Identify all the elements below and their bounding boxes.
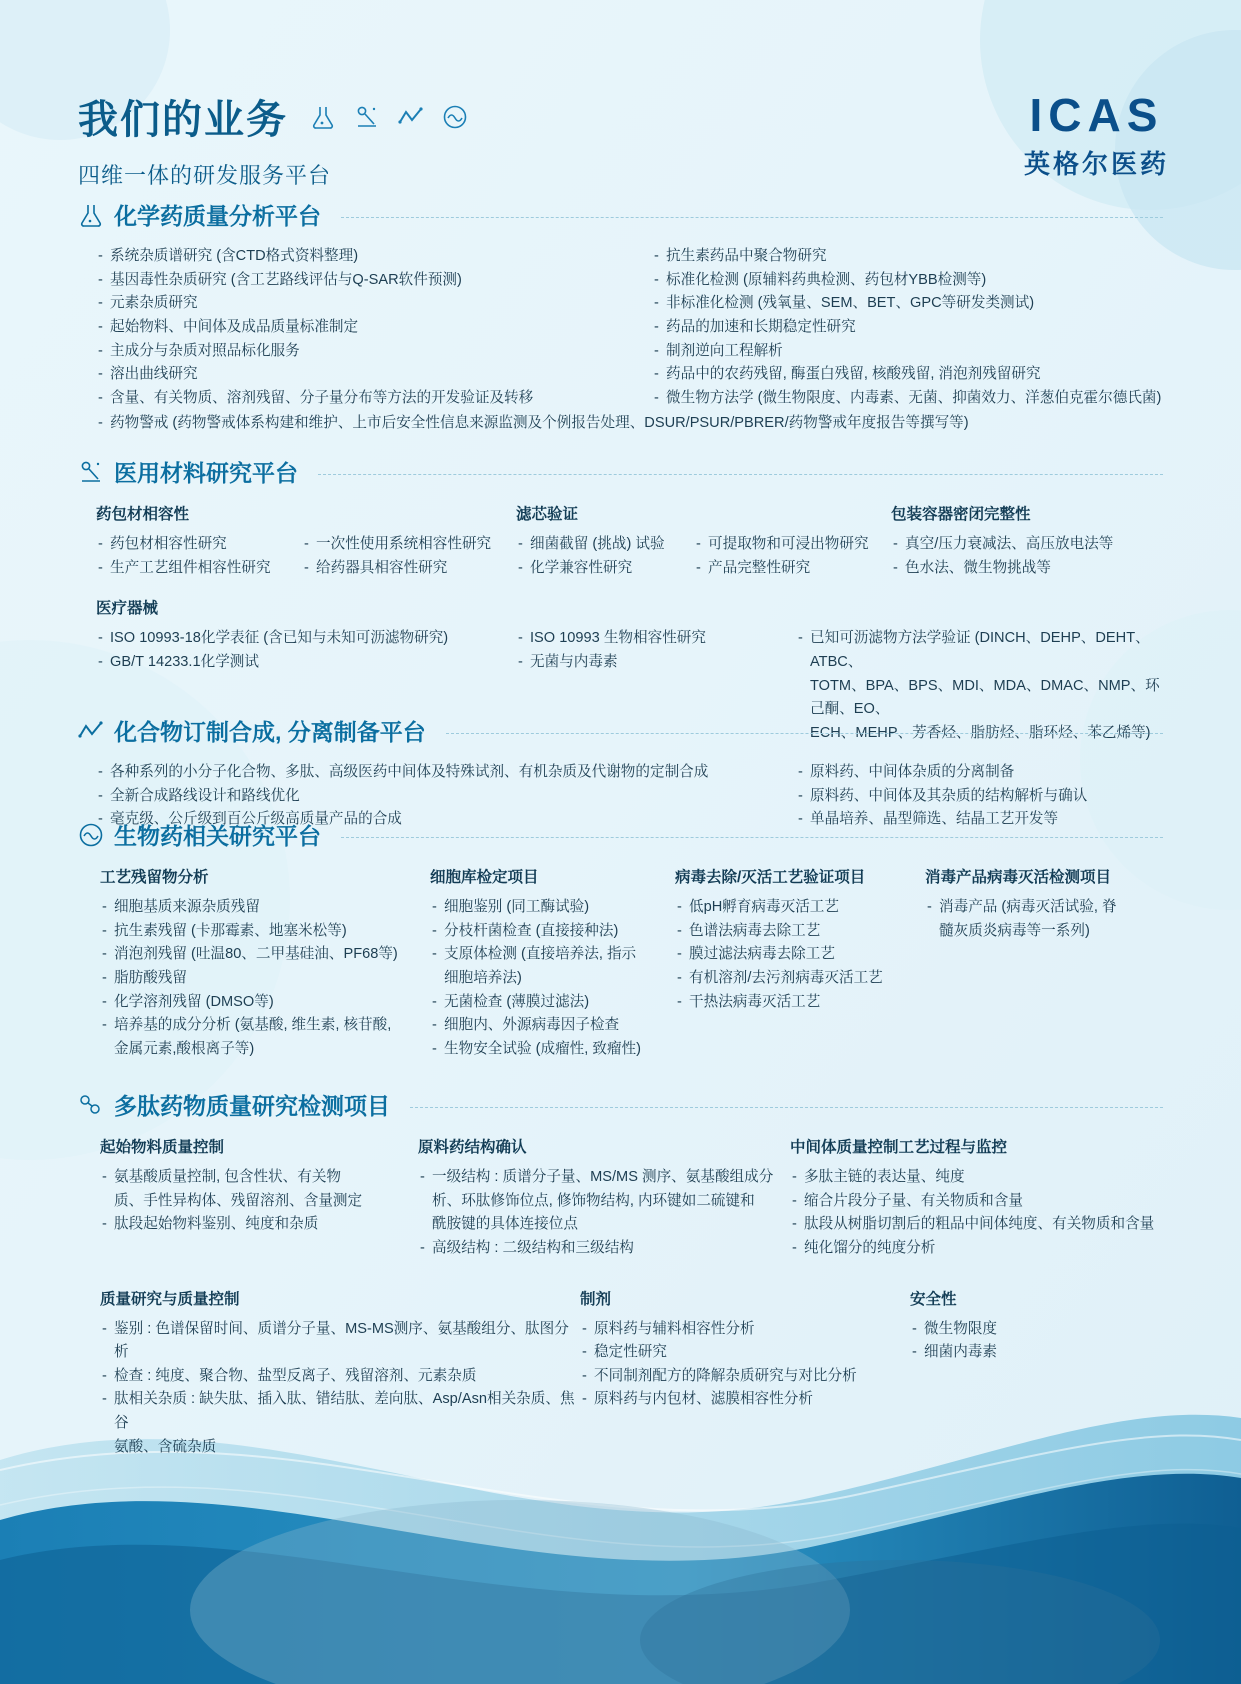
list-item: - 分枝杆菌检查 (直接接种法) xyxy=(430,920,675,944)
group-heading: 滤芯验证 xyxy=(516,506,579,523)
group-list-a xyxy=(96,533,288,580)
list-item: 质、手性异构体、残留溶剂、含量测定 xyxy=(114,1192,363,1209)
microscope-icon xyxy=(78,459,104,485)
list-item: - 细胞基质来源杂质残留 xyxy=(100,896,430,920)
peptide-chain-icon xyxy=(78,1092,104,1118)
list-item: - 药品中的农药残留, 酶蛋白残留, 核酸残留, 消泡剂残留研究 xyxy=(652,363,1163,387)
list-item: - 药包材相容性研究 xyxy=(96,533,288,557)
list-item: - 药物警戒 (药物警戒体系构建和维护、上市后安全性信息来源监测及个例报告处理、DSUR/PSUR/PBRER/药物警戒年度报告等撰写等) xyxy=(96,412,1163,436)
group-heading: 药包材相容性 xyxy=(96,506,190,523)
wave-circle-icon xyxy=(442,104,468,130)
list-item: - 系统杂质谱研究 (含CTD格式资料整理) xyxy=(96,245,616,269)
bio-list xyxy=(675,896,925,1014)
list-item: - 检查 : 纯度、聚合物、盐型反离子、残留溶剂、元素杂质 xyxy=(100,1365,580,1389)
peptide-col-formulation xyxy=(580,1287,910,1460)
list-item: - 非标准化检测 (残氧量、SEM、BET、GPC等研发类测试) xyxy=(652,292,1163,316)
list-item: - 溶出曲线研究 xyxy=(96,363,616,387)
group-heading: 质量研究与质量控制 xyxy=(100,1290,240,1308)
list-item: - 化学溶剂残留 (DMSO等) xyxy=(100,991,430,1015)
list-item: - 原料药、中间体杂质的分离制备 xyxy=(796,761,1087,785)
list-item: - 支原体检测 (直接培养法, 指示 xyxy=(430,943,675,967)
list-item: 酰胺键的具体连接位点 xyxy=(432,1216,578,1233)
chem-right-list xyxy=(652,245,1163,410)
list-item: - 一级结构 : 质谱分子量、MS/MS 测序、氨基酸组成分 xyxy=(418,1166,790,1190)
page-header xyxy=(78,88,468,190)
flask-icon xyxy=(310,104,336,130)
flask-icon xyxy=(78,202,104,228)
list-item: - 毫克级、公斤级到百公斤级高质量产品的合成 xyxy=(96,808,796,832)
peptide-col-quality-control xyxy=(100,1287,580,1460)
section-title: 多肽药物质量研究检测项目 xyxy=(114,1093,390,1119)
list-item: - 无菌与内毒素 xyxy=(516,651,796,675)
peptide-col-starting-material xyxy=(100,1135,418,1261)
logo-text-cn: 英格尔医药 xyxy=(1023,149,1169,179)
microscope-icon xyxy=(354,104,380,130)
group-heading: 起始物料质量控制 xyxy=(100,1139,225,1156)
wave-circle-icon xyxy=(78,822,104,848)
group-heading: 细胞库检定项目 xyxy=(430,869,539,886)
list-item: - 膜过滤法病毒去除工艺 xyxy=(675,943,925,967)
list-item: - 一次性使用系统相容性研究 xyxy=(302,533,491,557)
list-item: - 无菌检查 (薄膜过滤法) xyxy=(430,991,675,1015)
list-item: - 细胞鉴别 (同工酶试验) xyxy=(430,896,675,920)
list-item: - 肽段起始物料鉴别、纯度和杂质 xyxy=(100,1213,418,1237)
page-title: 我们的业务 xyxy=(78,98,288,142)
peptide-row-1 xyxy=(100,1135,1163,1261)
list-item: - 微生物限度 xyxy=(910,1318,997,1342)
group-heading: 消毒产品病毒灭活检测项目 xyxy=(925,869,1112,886)
chem-left-list xyxy=(96,245,616,410)
list-item: - 已知可沥滤物方法学验证 (DINCH、DEHP、DEHT、ATBC、 xyxy=(796,627,1163,674)
list-item: - 不同制剂配方的降解杂质研究与对比分析 xyxy=(580,1365,910,1389)
section-peptide xyxy=(78,1088,1163,1459)
section-rule xyxy=(341,217,1163,219)
list-item: - 消泡剂残留 (吐温80、二甲基硅油、PF68等) xyxy=(100,943,430,967)
list-item: - 肽相关杂质 : 缺失肽、插入肽、错结肽、差向肽、Asp/Asn相关杂质、焦谷 xyxy=(100,1388,580,1435)
list-item: - ISO 10993-18化学表征 (含已知与未知可沥滤物研究) xyxy=(96,627,516,651)
list-item: - 抗生素残留 (卡那霉素、地塞米松等) xyxy=(100,920,430,944)
bio-col-virus-clearance xyxy=(675,865,925,1061)
list-item: - 抗生素药品中聚合物研究 xyxy=(652,245,1163,269)
list-item: - 高级结构 : 二级结构和三级结构 xyxy=(418,1237,790,1261)
list-item: - 微生物方法学 (微生物限度、内毒素、无菌、抑菌效力、洋葱伯克霍尔德氏菌) xyxy=(652,387,1163,411)
list-item: - 单晶培养、晶型筛选、结晶工艺开发等 xyxy=(796,808,1087,832)
peptide-list xyxy=(100,1166,418,1237)
section-rule xyxy=(341,837,1163,839)
material-group-filter xyxy=(516,502,891,580)
section-chemical-analysis xyxy=(78,198,1163,436)
section-heading xyxy=(78,455,1163,488)
peptide-row-2 xyxy=(100,1287,1163,1460)
brand-logo xyxy=(1023,89,1169,181)
section-biologics xyxy=(78,818,1163,1061)
page-title-row xyxy=(78,88,468,145)
section-heading xyxy=(78,714,1163,747)
list-item: - 元素杂质研究 xyxy=(96,292,616,316)
section-heading xyxy=(78,1088,1163,1121)
section-rule xyxy=(446,733,1163,735)
peptide-col-intermediate xyxy=(790,1135,1154,1261)
list-item: - 真空/压力衰减法、高压放电法等 xyxy=(891,533,1113,557)
section-heading xyxy=(78,818,1163,851)
section-rule xyxy=(410,1107,1163,1109)
list-item: 析、环肽修饰位点, 修饰物结构, 内环键如二硫键和 xyxy=(432,1192,755,1209)
list-item: - 多肽主链的表达量、纯度 xyxy=(790,1166,1154,1190)
group-heading: 原料药结构确认 xyxy=(418,1139,527,1156)
section-title: 医用材料研究平台 xyxy=(114,460,298,486)
header-icon-group xyxy=(310,104,468,130)
list-item: - 纯化馏分的纯度分析 xyxy=(790,1237,1154,1261)
bio-list xyxy=(430,896,675,1061)
bio-col-disinfectant xyxy=(925,865,1117,1061)
list-item: - 有机溶剂/去污剂病毒灭活工艺 xyxy=(675,967,925,991)
list-item: - 细菌内毒素 xyxy=(910,1341,997,1365)
chem-full-list xyxy=(96,412,1163,436)
group-heading: 制剂 xyxy=(580,1290,612,1308)
group-heading: 包装容器密闭完整性 xyxy=(891,506,1031,523)
group-heading: 工艺残留物分析 xyxy=(100,869,209,886)
list-item: - 制剂逆向工程解析 xyxy=(652,340,1163,364)
group-heading: 医疗器械 xyxy=(96,600,159,618)
peptide-list xyxy=(910,1318,997,1365)
list-item: - 肽段从树脂切割后的粗品中间体纯度、有关物质和含量 xyxy=(790,1213,1154,1237)
section-custom-synthesis xyxy=(78,714,1163,832)
list-item: - 基因毒性杂质研究 (含工艺路线评估与Q-SAR软件预测) xyxy=(96,269,616,293)
section-title: 化学药质量分析平台 xyxy=(114,203,321,229)
group-list-a xyxy=(891,533,1113,580)
list-item: - 起始物料、中间体及成品质量标准制定 xyxy=(96,316,616,340)
list-item: - 生产工艺组件相容性研究 xyxy=(96,557,288,581)
section-heading xyxy=(78,198,1163,231)
list-item: - ISO 10993 生物相容性研究 xyxy=(516,627,796,651)
material-group-ccit xyxy=(891,502,1113,580)
list-item: - 可提取物和可浸出物研究 xyxy=(694,533,869,557)
list-item: 氨酸、含硫杂质 xyxy=(114,1438,217,1455)
group-heading: 中间体质量控制工艺过程与监控 xyxy=(790,1139,1008,1156)
peptide-list xyxy=(100,1318,580,1460)
list-item: - 干热法病毒灭活工艺 xyxy=(675,991,925,1015)
list-item: TOTM、BPA、BPS、MDI、MDA、DMAC、NMP、环己酮、EO、 xyxy=(810,677,1160,718)
group-heading: 安全性 xyxy=(910,1290,957,1308)
list-item: ECH、MEHP、芳香烃、脂肪烃、脂环烃、苯乙烯等) xyxy=(810,724,1151,741)
list-item: - 细菌截留 (挑战) 试验 xyxy=(516,533,680,557)
list-item: - 各种系列的小分子化合物、多肽、高级医药中间体及特殊试剂、有机杂质及代谢物的定制合成 xyxy=(96,761,796,785)
material-group-packaging xyxy=(96,502,516,580)
list-item: 髓灰质炎病毒等一系列) xyxy=(939,922,1090,939)
logo-text-en: ICAS xyxy=(1029,89,1164,141)
list-item: - 含量、有关物质、溶剂残留、分子量分布等方法的开发验证及转移 xyxy=(96,387,616,411)
list-item: - 脂肪酸残留 xyxy=(100,967,430,991)
group-list-b xyxy=(694,533,869,580)
bio-col-process-residue xyxy=(100,865,430,1061)
list-item: - 低pH孵育病毒灭活工艺 xyxy=(675,896,925,920)
list-item: - 消毒产品 (病毒灭活试验, 脊 xyxy=(925,896,1117,920)
page-subtitle: 四维一体的研发服务平台 xyxy=(78,163,332,188)
list-item: - 原料药与内包材、滤膜相容性分析 xyxy=(580,1388,910,1412)
list-item: - 产品完整性研究 xyxy=(694,557,869,581)
list-item: - 色水法、微生物挑战等 xyxy=(891,557,1113,581)
section-title: 生物药相关研究平台 xyxy=(114,823,321,849)
list-item: - 标准化检测 (原辅料药典检测、药包材YBB检测等) xyxy=(652,269,1163,293)
list-item: - GB/T 14233.1化学测试 xyxy=(96,651,516,675)
peptide-col-structure xyxy=(418,1135,790,1261)
bio-list xyxy=(925,896,1117,943)
list-item: - 原料药与辅料相容性分析 xyxy=(580,1318,910,1342)
list-item: - 主成分与杂质对照品标化服务 xyxy=(96,340,616,364)
list-item: - 化学兼容性研究 xyxy=(516,557,680,581)
group-heading: 病毒去除/灭活工艺验证项目 xyxy=(675,869,866,886)
list-item: - 培养基的成分分析 (氨基酸, 维生素, 核苷酸, xyxy=(100,1014,430,1038)
list-item: - 原料药、中间体及其杂质的结构解析与确认 xyxy=(796,785,1087,809)
list-item: - 给药器具相容性研究 xyxy=(302,557,491,581)
material-group-row xyxy=(96,502,1163,580)
list-item: - 色谱法病毒去除工艺 xyxy=(675,920,925,944)
chart-line-icon xyxy=(398,104,424,130)
chart-line-icon xyxy=(78,718,104,744)
list-item: - 生物安全试验 (成瘤性, 致瘤性) xyxy=(430,1038,675,1062)
list-item: - 药品的加速和长期稳定性研究 xyxy=(652,316,1163,340)
list-item: 金属元素,酸根离子等) xyxy=(114,1040,255,1057)
list-item: - 氨基酸质量控制, 包含性状、有关物 xyxy=(100,1166,418,1190)
list-item: 细胞培养法) xyxy=(444,969,522,986)
bio-list xyxy=(100,896,430,1061)
group-list-b xyxy=(302,533,491,580)
list-item: - 鉴别 : 色谱保留时间、质谱分子量、MS-MS测序、氨基酸组分、肽图分析 xyxy=(100,1318,580,1365)
peptide-list xyxy=(790,1166,1154,1261)
peptide-list xyxy=(418,1166,790,1261)
list-item: - 细胞内、外源病毒因子检查 xyxy=(430,1014,675,1038)
peptide-col-safety xyxy=(910,1287,997,1460)
section-rule xyxy=(318,474,1163,476)
section-medical-material xyxy=(78,455,1163,745)
list-item: - 全新合成路线设计和路线优化 xyxy=(96,785,796,809)
list-item: - 稳定性研究 xyxy=(580,1341,910,1365)
list-item: - 缩合片段分子量、有关物质和含量 xyxy=(790,1190,1154,1214)
peptide-list xyxy=(580,1318,910,1413)
bio-col-cellbank xyxy=(430,865,675,1061)
section-title: 化合物订制合成, 分离制备平台 xyxy=(114,719,426,745)
group-list-a xyxy=(516,533,680,580)
